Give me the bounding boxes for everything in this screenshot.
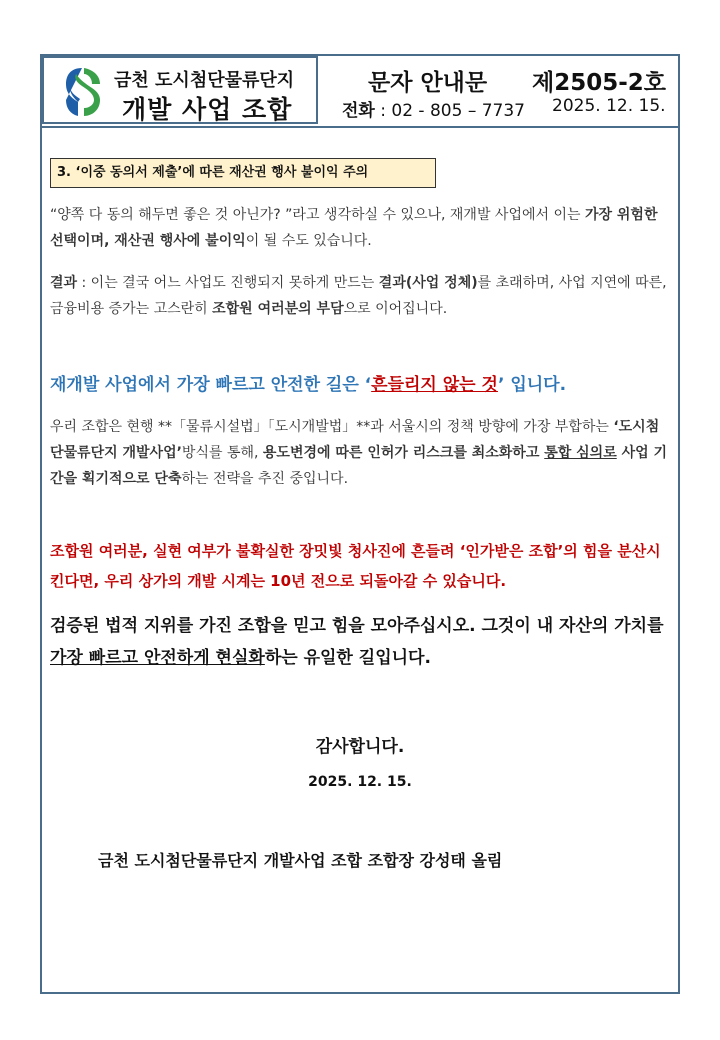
p1-text-a: “양쪽 다 동의 해두면 좋은 것 아닌가? ”라고 생각하실 수 있으나, 재개발 사업에서 이는 — [50, 207, 585, 223]
p2-label: 결과 — [50, 275, 78, 291]
organization-name-line2: 개발 사업 조합 — [122, 95, 293, 124]
section-heading: 3. ‘이중 동의서 제출’에 따른 재산권 행사 불이익 주의 — [50, 158, 436, 188]
p2-text-bold1: 결과(사업 정체) — [378, 275, 478, 291]
key-message-a: 재개발 사업에서 가장 빠르고 안전한 길은 ‘ — [50, 375, 372, 395]
document-title: 문자 안내문 — [368, 70, 488, 96]
key-message — [50, 370, 566, 395]
p3-text-bold3: 사업 기간을 획기적으로 단축 — [50, 445, 668, 487]
key-message-emphasis: 흔들리지 않는 것 — [371, 375, 498, 395]
document-number: 제2505-2호 — [532, 70, 666, 96]
p1-text-bold: 가장 위험한 선택이며, 재산권 행사에 불이익 — [50, 207, 658, 249]
paragraph-result — [50, 270, 670, 322]
phone-line — [342, 96, 525, 121]
p2-text-d: 를 초래하며, 사업 지연에 따른, 금융비용 증가는 고스란히 — [50, 275, 667, 317]
p3-text-a: 우리 조합은 현행 **「물류시설법」「도시개발법」**과 서울시의 정책 방향에 가장 부합하는 — [50, 419, 614, 435]
paragraph-dual-consent — [50, 202, 670, 254]
thanks-text: 감사합니다. — [315, 737, 405, 757]
header-date: 2025. 12. 15. — [552, 96, 666, 116]
closing-paragraph — [50, 610, 670, 674]
organization-logo-box — [42, 56, 318, 124]
closing-text-c: 하는 유일한 길입니다. — [264, 648, 431, 668]
paragraph-strategy — [50, 414, 670, 492]
p3-text-underline: 통합 심의로 — [544, 445, 617, 461]
p3-text-bold1: ‘도시첨단물류단지 개발사업’ — [50, 419, 660, 461]
closing-text-underline: 가장 빠르고 안전하게 현실화 — [50, 648, 265, 668]
signature-date: 2025. 12. 15. — [308, 774, 412, 790]
signature-line: 금천 도시첨단물류단지 개발사업 조합 조합장 강성태 올림 — [98, 851, 503, 870]
p3-text-c: 방식를 통해, — [181, 445, 263, 461]
p2-text-f: 으로 이어집니다. — [343, 301, 448, 317]
union-logo-icon — [64, 66, 102, 118]
key-message-c: ’ 입니다. — [497, 375, 567, 395]
closing-text-a: 검증된 법적 지위를 가진 조합을 믿고 힘을 모아주십시오. 그것이 내 자산의 가치를 — [50, 616, 664, 636]
p2-text-b: : 이는 결국 어느 사업도 진행되지 못하게 만드는 — [77, 275, 379, 291]
p1-text-c: 이 될 수도 있습니다. — [245, 233, 372, 249]
phone-label: 전화 — [342, 101, 375, 121]
document-frame — [40, 54, 680, 994]
p3-text-bold2: 용도변경에 따른 인허가 리스크를 최소화하고 — [262, 445, 545, 461]
warning-paragraph: 조합원 여러분, 실현 여부가 불확실한 장밋빛 청사진에 흔들려 ‘인가받은 조합’의 힘을 분산시킨다면, 우리 상가의 개발 시계는 10년 전으로 되돌아갈 수 있습니다. — [50, 542, 661, 590]
phone-number: : 02 - 805 – 7737 — [374, 101, 525, 121]
p3-text-g: 하는 전략을 추진 중입니다. — [181, 471, 349, 487]
document-header — [42, 56, 678, 128]
p2-text-bold2: 조합원 여러분의 부담 — [212, 301, 344, 317]
organization-name-line1: 금천 도시첨단물류단지 — [114, 70, 295, 91]
